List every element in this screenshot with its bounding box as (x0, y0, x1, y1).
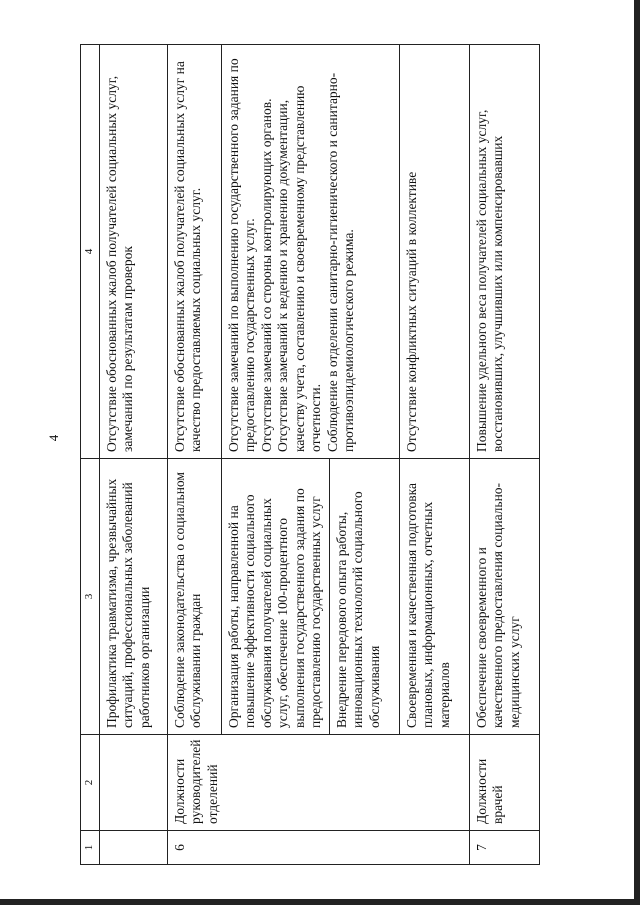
row-number (100, 831, 168, 865)
criteria-line: Отсутствие замечаний по выполнению государственного задания по предоставлению государственных услуг. (226, 58, 258, 452)
header-row (81, 45, 100, 865)
header-cell: 3 (81, 459, 100, 735)
scan-edge-right (634, 0, 640, 905)
header-cell: 4 (81, 45, 100, 459)
row-number: 7 (469, 831, 539, 865)
work-cell: Профилактика травматизма, чрезвычайных ситуаций, профессиональных заболеваний работников организации (100, 459, 168, 735)
work-cell: Организация работы, направленной на повышение эффективности социального обслуживания получателей социальных услуг, обеспечение 100-процентного выполнения государственного задания по предоставлению государственных услуг (222, 459, 330, 735)
row-number: 6 (168, 831, 470, 865)
work-cell: Внедрение передового опыта работы, инновационных технологий социального обслуживания (329, 459, 399, 735)
page-number: 4 (46, 434, 61, 442)
criteria-cell: Отсутствие конфликтных ситуаций в коллективе (399, 45, 469, 459)
work-cell: Соблюдение законодательства о социальном обслуживании граждан (168, 459, 222, 735)
rotated-page (80, 45, 600, 865)
criteria-cell: Отсутствие обоснованных жалоб получателей социальных услуг на качество предоставляемых социальных услуг. (168, 45, 222, 459)
scan-edge-bottom (0, 899, 640, 905)
criteria-cell (222, 45, 400, 459)
position-cell (100, 735, 168, 831)
header-cell: 1 (81, 831, 100, 865)
position-cell: Должности врачей (469, 735, 539, 831)
criteria-cell: Повышение удельного веса получателей социальных услуг, восстановивших, улучшивших или компенсировавших (469, 45, 539, 459)
table-row (469, 45, 539, 865)
criteria-line: Отсутствие замечаний к ведению и хранению документации, качеству учета, составлению и своевременному представлению отчетности. (275, 85, 324, 452)
table-row (168, 45, 222, 865)
work-cell: Обеспечение своевременного и качественного предоставления социально-медицинских услуг (469, 459, 539, 735)
table-row (100, 45, 168, 865)
header-cell: 2 (81, 735, 100, 831)
criteria-line: Отсутствие замечаний со стороны контролирующих органов. (258, 98, 274, 452)
criteria-table (80, 44, 540, 865)
criteria-line: Соблюдение в отделении санитарно-гигиенического и санитарно-противоэпидемиологического режима. (324, 72, 357, 452)
work-cell: Своевременная и качественная подготовка плановых, информационных, отчетных материалов (399, 459, 469, 735)
position-cell: Должности руководителей отделений (168, 735, 470, 831)
criteria-cell: Отсутствие обоснованных жалоб получателей социальных услуг, замечаний по результатам проверок (100, 45, 168, 459)
